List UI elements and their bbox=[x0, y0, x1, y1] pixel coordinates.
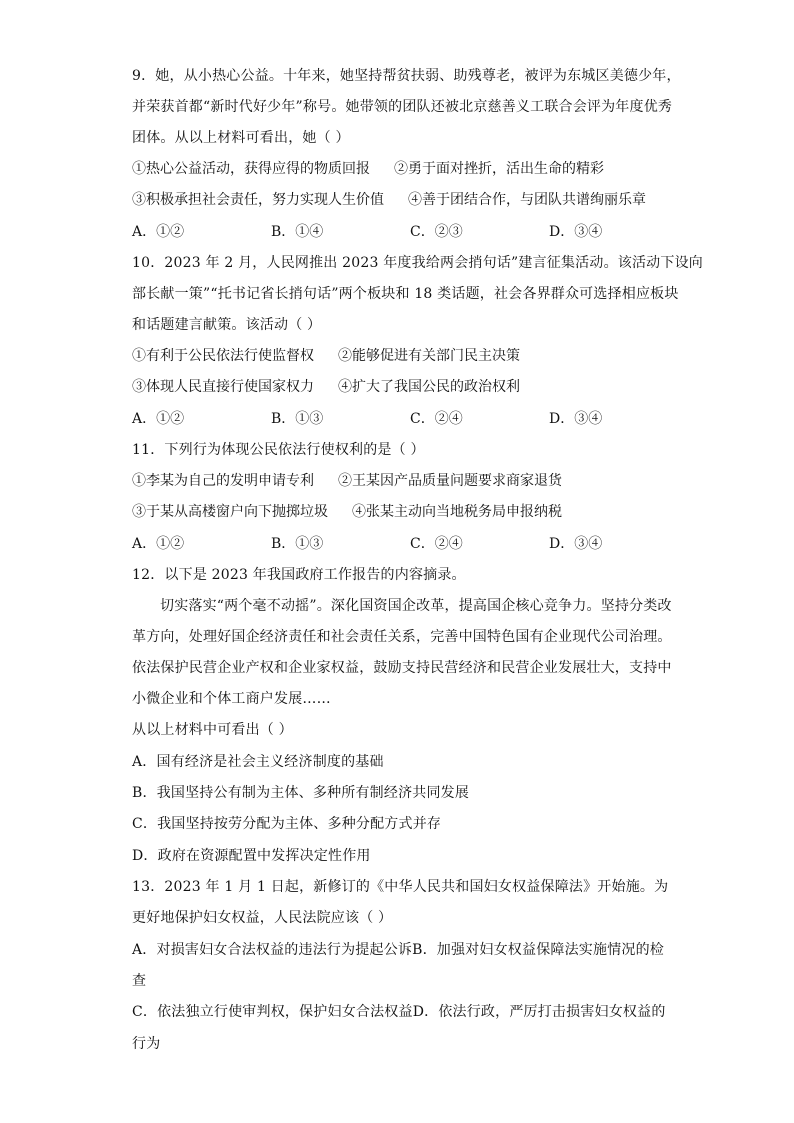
statement-2: ②王某因产品质量问题要求商家退货 bbox=[338, 473, 562, 489]
statement-3: ③于某从高楼窗户向下抛掷垃圾 bbox=[132, 504, 328, 520]
option-b[interactable]: B．①③ bbox=[271, 411, 324, 427]
question-12-stem: 12．以下是 2023 年我国政府工作报告的内容摘录。 bbox=[132, 567, 466, 583]
option-d-continued[interactable]: 行为 bbox=[132, 1036, 161, 1052]
option-b[interactable]: B．我国坚持公有制为主体、多种所有制经济共同发展 bbox=[132, 785, 470, 801]
statement-2: ②勇于面对挫折，活出生命的精彩 bbox=[394, 161, 604, 177]
option-c[interactable]: C．②④ bbox=[410, 411, 463, 427]
question-9-stem-line-2: 并荣获首都“新时代好少年”称号。她带领的团队还被北京慈善义工联合会评为年度优秀 bbox=[132, 99, 673, 115]
question-10-stem-line-2: 部长献一策”“托书记省长捎句话”两个板块和 18 类话题，社会各界群众可选择相应板块 bbox=[132, 286, 679, 302]
question-9-statements-row-2 bbox=[132, 190, 646, 210]
question-10-statements-row-2 bbox=[132, 377, 520, 397]
option-c[interactable]: C．我国坚持按劳分配为主体、多种分配方式并存 bbox=[132, 816, 442, 832]
option-a[interactable]: A．国有经济是社会主义经济制度的基础 bbox=[132, 754, 384, 770]
statement-1: ①李某为自己的发明申请专利 bbox=[132, 473, 314, 489]
question-10-stem-line-1: 10．2023 年 2 月，人民网推出 2023 年度我给两会捎句话”建言征集活动。该活动下设向 bbox=[132, 255, 703, 271]
option-d[interactable]: D．③④ bbox=[549, 411, 603, 427]
statement-3: ③积极承担社会责任，努力实现人生价值 bbox=[132, 192, 384, 208]
statement-4: ④善于团结合作，与团队共谱绚丽乐章 bbox=[408, 192, 646, 208]
question-11-statements-row-2 bbox=[132, 502, 562, 522]
option-a[interactable]: A．①② bbox=[132, 224, 185, 240]
question-10-stem-line-3: 和话题建言献策。该活动（ ） bbox=[132, 317, 322, 333]
statement-2: ②能够促进有关部门民主决策 bbox=[338, 348, 520, 364]
statement-1: ①有利于公民依法行使监督权 bbox=[132, 348, 314, 364]
question-13-stem-line-1: 13．2023 年 1 月 1 日起，新修订的《中华人民共和国妇女权益保障法》开始施。为 bbox=[132, 879, 669, 895]
statement-4: ④扩大了我国公民的政治权利 bbox=[338, 379, 520, 395]
statement-4: ④张某主动向当地税务局申报纳税 bbox=[352, 504, 562, 520]
option-a[interactable]: A．①② bbox=[132, 411, 185, 427]
option-c[interactable]: C．②③ bbox=[410, 224, 463, 240]
option-d[interactable]: D．③④ bbox=[549, 536, 603, 552]
question-13-stem-line-2: 更好地保护妇女权益，人民法院应该（ ） bbox=[132, 910, 393, 926]
excerpt-line-4: 小微企业和个体工商户发展…… bbox=[132, 691, 331, 707]
question-11-stem: 11．下列行为体现公民依法行使权利的是（ ） bbox=[132, 442, 425, 458]
option-c[interactable]: C．②④ bbox=[410, 536, 463, 552]
option-b[interactable]: B．①④ bbox=[271, 224, 324, 240]
option-b[interactable]: B．①③ bbox=[271, 536, 324, 552]
excerpt-line-2: 革方向，处理好国企经济责任和社会责任关系，完善中国特色国有企业现代公司治理。 bbox=[132, 629, 672, 645]
option-c-d-line[interactable]: C．依法独立行使审判权，保护妇女合法权益D．依法行政，严厉打击损害妇女权益的 bbox=[132, 1004, 666, 1020]
option-d[interactable]: D．③④ bbox=[549, 224, 603, 240]
option-b-continued[interactable]: 查 bbox=[132, 973, 147, 989]
option-a-b-line[interactable]: A．对损害妇女合法权益的违法行为提起公诉B．加强对妇女权益保障法实施情况的检 bbox=[132, 942, 664, 958]
statement-3: ③体现人民直接行使国家权力 bbox=[132, 379, 314, 395]
question-10-statements-row-1 bbox=[132, 346, 520, 366]
excerpt-line-1: 切实落实“两个毫不动摇”。深化国资国企改革，提高国企核心竞争力。坚持分类改 bbox=[160, 598, 672, 614]
question-9-stem-line-1: 9．她，从小热心公益。十年来，她坚持帮贫扶弱、助残尊老，被评为东城区美德少年， bbox=[132, 68, 681, 84]
option-a[interactable]: A．①② bbox=[132, 536, 185, 552]
question-9-stem-line-3: 团体。从以上材料可看出，她（ ） bbox=[132, 130, 350, 146]
statement-1: ①热心公益活动，获得应得的物质回报 bbox=[132, 161, 370, 177]
excerpt-line-3: 依法保护民营企业产权和企业家权益，鼓励支持民营经济和民营企业发展壮大，支持中 bbox=[132, 660, 672, 676]
option-d[interactable]: D．政府在资源配置中发挥决定性作用 bbox=[132, 848, 371, 864]
question-11-statements-row-1 bbox=[132, 471, 562, 491]
question-9-statements-row-1 bbox=[132, 159, 604, 179]
question-12-prompt: 从以上材料中可看出（ ） bbox=[132, 722, 293, 738]
